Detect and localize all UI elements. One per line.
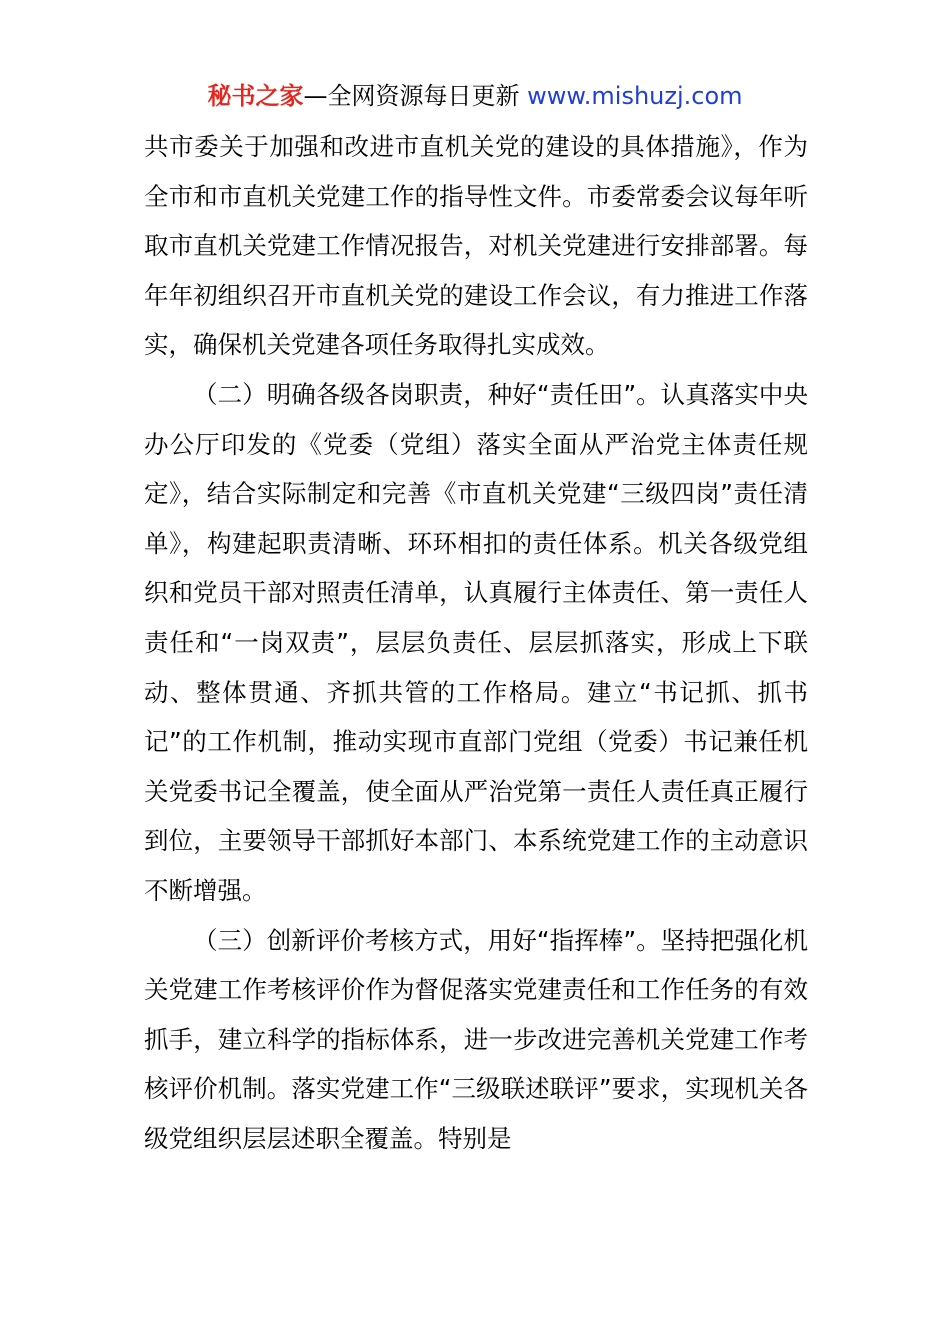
- paragraph-1: 共市委关于加强和改进市直机关党的建设的具体措施》，作为全市和市直机关党建工作的指导性文件。市委常委会议每年听取市直机关党建工作情况报告，对机关党建进行安排部署。每年年初组织召开市直机关党的建设工作会议，有力推进工作落实，确保机关党建各项任务取得扎实成效。: [144, 132, 808, 360]
- paragraph-3: （三）创新评价考核方式，用好“指挥棒”。坚持把强化机关党建工作考核评价作为督促落实党建责任和工作任务的有效抓手，建立科学的指标体系，进一步改进完善机关党建工作考核评价机制。落实党建工作“三级联述联评”要求，实现机关各级党组织层层述职全覆盖。特别是: [144, 925, 808, 1153]
- site-header: [0, 80, 950, 112]
- document-body: [144, 122, 808, 1163]
- site-url: www.mishuzj.com: [527, 82, 743, 110]
- site-tagline: —全网资源每日更新: [303, 82, 528, 110]
- paragraph-2: （二）明确各级各岗职责，种好“责任田”。认真落实中央办公厅印发的《党委（党组）落实全面从严治党主体责任规定》，结合实际制定和完善《市直机关党建“三级四岗”责任清单》，构建起职责清晰、环环相扣的责任体系。机关各级党组织和党员干部对照责任清单，认真履行主体责任、第一责任人责任和“一岗双责”，层层负责任、层层抓落实，形成上下联动、整体贯通、齐抓共管的工作格局。建立“书记抓、抓书记”的工作机制，推动实现市直部门党组（党委）书记兼任机关党委书记全覆盖，使全面从严治党第一责任人责任真正履行到位，主要领导干部抓好本部门、本系统党建工作的主动意识不断增强。: [144, 379, 808, 905]
- site-brand: 秘书之家: [207, 82, 304, 110]
